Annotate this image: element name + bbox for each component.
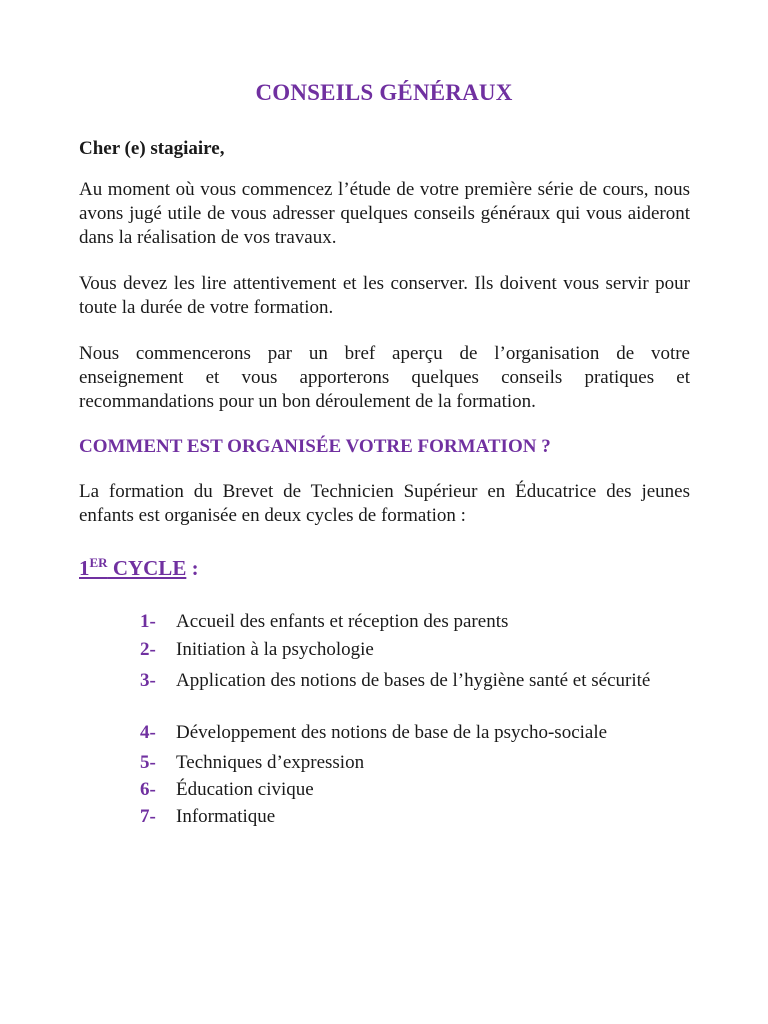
list-item [140,721,690,744]
list-item [140,638,690,661]
list-item [140,669,690,692]
greeting: Cher (e) stagiaire, [79,138,225,159]
reading-paragraph: Vous devez les lire attentivement et les conserver. Ils doivent vous servir pour toute la durée de votre formation. [79,273,690,318]
section-paragraph: La formation du Brevet de Technicien Supérieur en Éducatrice des jeunes enfants est organisée en deux cycles de formation : [79,481,690,526]
list-item [140,751,690,774]
list-item-text: Informatique [176,806,276,827]
cycle-heading [79,556,199,581]
page-title: CONSEILS GÉNÉRAUX [255,80,513,105]
cycle-heading-number: 1ER CYCLE [79,555,187,580]
list-item-text: Éducation civique [176,779,314,800]
cycle-heading-label: CYCLE [107,556,187,580]
list-item [140,610,690,633]
list-item-text: Accueil des enfants et réception des parents [176,611,509,632]
cycle-heading-superscript: ER [89,555,108,570]
list-item [140,778,690,801]
list-item-text: Développement des notions de base de la psycho-sociale [176,722,608,743]
list-item-text: Application des notions de bases de l’hygiène santé et sécurité [176,670,651,691]
list-item-number: 1- [140,611,156,632]
list-item-number: 5- [140,752,156,773]
overview-paragraph: Nous commencerons par un bref aperçu de l’organisation de votre enseignement et vous apporterons quelques conseils pratiques et recommandations pour un bon déroulement de la formation. [79,343,690,412]
list-item-number: 3- [140,670,156,691]
section-heading: COMMENT EST ORGANISÉE VOTRE FORMATION ? [79,436,551,457]
intro-paragraph: Au moment où vous commencez l’étude de votre première série de cours, nous avons jugé utile de vous adresser quelques conseils généraux qui vous aideront dans la réalisation de vos travaux. [79,179,690,248]
list-item-number: 7- [140,806,156,827]
list-item-number: 2- [140,639,156,660]
list-item-text: Initiation à la psychologie [176,639,374,660]
list-item-text: Techniques d’expression [176,752,365,773]
list-item-number: 4- [140,722,156,743]
list-item [140,805,690,828]
list-item-number: 6- [140,779,156,800]
cycle-heading-colon: : [186,556,199,580]
